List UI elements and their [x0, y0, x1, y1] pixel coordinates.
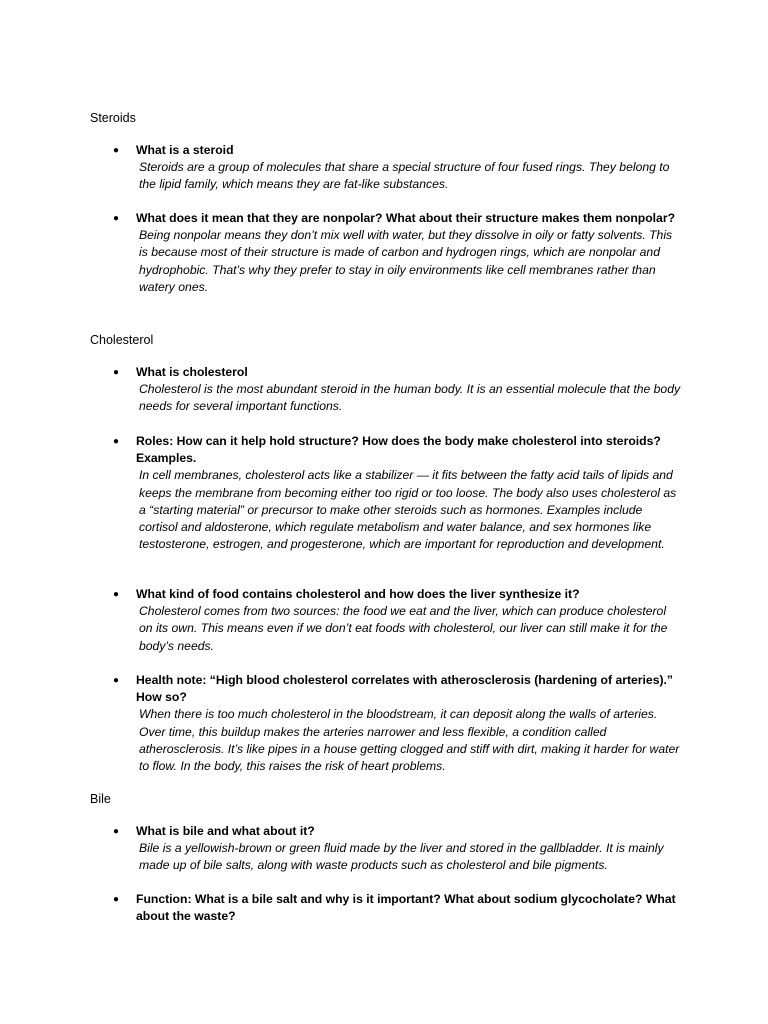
list-item [113, 672, 681, 775]
question-text: What is cholesterol [136, 365, 248, 379]
answer-text: Cholesterol comes from two sources: the food we eat and the liver, which can produce cholesterol on its own. This means even if we don’t eat foods with cholesterol, our liver can still make it for the body’s needs. [139, 604, 668, 653]
answer-text: Being nonpolar means they don’t mix well with water, but they dissolve in oily or fatty solvents. This is because most of their structure is made of carbon and hydrogen rings, which are nonpolar and hydrophobic. That’s why they prefer to stay in oily environments like cell membranes rather than watery ones. [139, 228, 673, 294]
list-item [113, 364, 681, 416]
section-heading-steroids: Steroids [90, 111, 136, 125]
bullet-icon: ● [113, 367, 120, 378]
list-item [113, 210, 681, 296]
answer-text: Bile is a yellowish-brown or green fluid made by the liver and stored in the gallbladder. It is mainly made up of bile salts, along with waste products such as cholesterol and bile pigments. [139, 841, 664, 873]
answer-text: Steroids are a group of molecules that share a special structure of four fused rings. They belong to the lipid family, which means they are fat-like substances. [139, 160, 670, 192]
bullet-icon: ● [113, 894, 120, 905]
section-heading-cholesterol: Cholesterol [90, 333, 154, 347]
bullet-icon: ● [113, 436, 120, 447]
question-text: Function: What is a bile salt and why is it important? What about sodium glycocholate? What about the waste? [136, 892, 676, 924]
list-item [113, 891, 681, 925]
answer-text: In cell membranes, cholesterol acts like a stabilizer — it fits between the fatty acid tails of lipids and keeps the membrane from becoming either too rigid or too loose. The body also uses cholesterol as a “starting material” or precursor to make other steroids such as hormones. Examples include cortisol and aldosterone, which regulate metabolism and water balance, and sex hormones like testosterone, estrogen, and progesterone, which are important for reproduction and development. [139, 468, 677, 552]
question-text: What kind of food contains cholesterol and how does the liver synthesize it? [136, 587, 580, 601]
section-heading-bile: Bile [90, 792, 111, 806]
bullet-icon: ● [113, 675, 120, 686]
list-item [113, 823, 681, 875]
answer-text: Cholesterol is the most abundant steroid in the human body. It is an essential molecule that the body needs for several important functions. [139, 382, 681, 414]
answer-text: When there is too much cholesterol in the bloodstream, it can deposit along the walls of arteries. Over time, this buildup makes the arteries narrower and less flexible, a condition called atherosclerosis. It’s like pipes in a house getting clogged and stiff with dirt, making it harder for water to flow. In the body, this raises the risk of heart problems. [139, 707, 680, 774]
bullet-icon: ● [113, 145, 120, 156]
bullet-icon: ● [113, 589, 120, 600]
bullet-icon: ● [113, 213, 120, 224]
bullet-icon: ● [113, 826, 120, 837]
question-text: Health note: “High blood cholesterol correlates with atherosclerosis (hardening of arteries).” How so? [136, 673, 674, 705]
question-text: What is bile and what about it? [136, 824, 315, 838]
question-text: What does it mean that they are nonpolar? What about their structure makes them nonpolar? [136, 211, 676, 225]
list-item [113, 433, 681, 553]
list-item [113, 586, 681, 655]
list-item [113, 142, 681, 194]
question-text: What is a steroid [136, 143, 234, 157]
question-text: Roles: How can it help hold structure? How does the body make cholesterol into steroids? Examples. [136, 434, 661, 466]
